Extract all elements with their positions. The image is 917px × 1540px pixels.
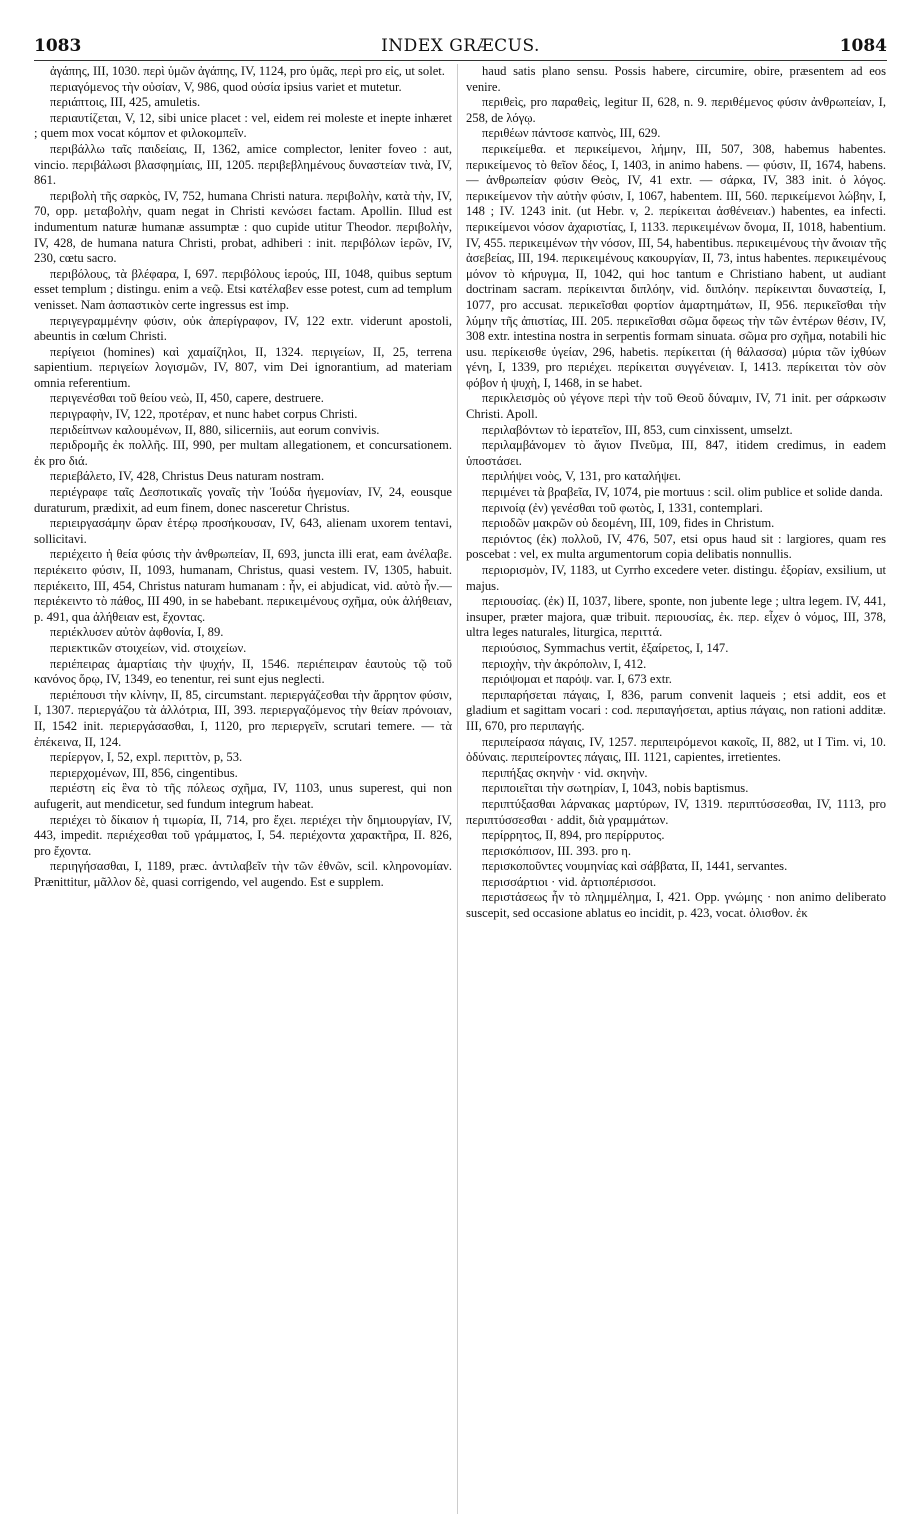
index-entry: περιγενέσθαι τοῦ θείου νεὼ, II, 450, capere, destruere. <box>50 391 324 406</box>
index-entry: περιαγόμενος τὴν οὐσίαν, V, 986, quod οὐσία ipsius variet et mutetur. <box>50 79 402 94</box>
index-entry: περίεργον, I, 52, expl. περιττὸν, p, 53. <box>50 750 243 765</box>
index-entry: ἀγάπης, III, 1030. περὶ ὑμῶν ἀγάπης, IV, 1124, pro ὑμᾶς, περὶ pro εἰς, ut solet. <box>50 64 445 78</box>
index-entry: περιβάλλω ταῖς παιδείαις, II, 1362, amice complector, leniter foveo : aut, vincio. περιβάλωσι βλασφημίαις, III, 1205. περιβεβλημένους δυναστείαν τινὰ, IV, 861. <box>34 141 452 188</box>
index-entry: περιποιεῖται τὴν σωτηρίαν, I, 1043, nobis baptismus. <box>482 781 749 796</box>
index-entry: περιεκτικῶν στοιχείων, vid. στοιχείων. <box>50 640 247 655</box>
index-entry: περιέχει τὸ δίκαιον ἡ τιμωρία, II, 714, pro ἔχει. περιέχει τὴν δημιουργίαν, IV, 443, impedit. περιέχεσθαι τοῦ γράμματος, I, 54. περιέχοντα χαρακτῆρα, II. 826, pro ἔχοντα. <box>34 812 452 858</box>
left-column <box>34 64 452 1514</box>
index-entry: περιέπειρας ἁμαρτίαις τὴν ψυχήν, II, 1546. περιέπειραν ἑαυτοὺς τῷ τοῦ κανόνος ὅρῳ, IV, 1349, eo tenentur, rei sunt ejus neglecti. <box>34 656 452 687</box>
index-entry: περιλήψει νοὸς, V, 131, pro καταλήψει. <box>482 469 681 484</box>
page-header <box>34 36 887 60</box>
index-entry: περιπήξας σκηνὴν · vid. σκηνὴν. <box>482 765 648 780</box>
index-entry: περιμένει τὰ βραβεῖα, IV, 1074, pie mortuus : scil. olim publice et solide danda. <box>482 485 883 500</box>
index-entry: περιπαρήσεται πάγαις, I, 836, parum convenit laqueis ; etsi addit, eos et gladium et sagittam vocari : cod. περιπαγήσεται, aptius πάγαις, non rationi additæ. III, 670, pro περιπαγής. <box>466 687 886 733</box>
index-entry: περισκοποῦντες νουμηνίας καὶ σάββατα, II, 1441, servantes. <box>482 859 788 874</box>
index-entry: περιόψομαι et παρόψ. var. I, 673 extr. <box>482 672 672 687</box>
index-entry: περιειργασάμην ὥραν ἑτέρῳ προσήκουσαν, IV, 643, alienam uxorem tentavi, sollicitavi. <box>34 516 452 546</box>
index-entry: περιβολὴ τῆς σαρκὸς, IV, 752, humana Christi natura. περιβολὴν, κατὰ τὴν, IV, 70, opp. μεταβολὴν, quam negat in Christi κενώσει factam. Apollin. Illud est indumentum naturæ humanæ assumptæ : quo cupide utitur Theodor. περιβολὴν, IV, 428, de humana natura Christi, probat, adhiberi : init. περιβόλων ἱερῶν, IV, 230, cœtu sacro. <box>34 188 452 266</box>
index-entry: περιουσίας. (ἐκ) II, 1037, libere, sponte, non jubente lege ; ultra legem. IV, 441, insuper, præter majora, quæ tribuit. περιουσίας, ἐκ. περ. εἶχεν ὁ νόμος, III, 378, ultra leges naturales, liturgica, περιττά. <box>466 594 886 640</box>
index-entry: περιγραφὴν, IV, 122, προτέραν, et nunc habet corpus Christi. <box>50 407 358 422</box>
page-number-left: 1083 <box>34 36 82 56</box>
index-entry: περιγεγραμμένην φύσιν, οὐκ ἀπερίγραφον, IV, 122 extr. viderunt apostoli, abeuntis in cœlum Christi. <box>34 313 452 344</box>
index-entry: περιόντος (ἐκ) πολλοῦ, IV, 476, 507, etsi opus haud sit : largiores, quam res poscebat : vel, ex multa argumentorum copia delibatis nonnullis. <box>466 531 886 562</box>
index-entry: περικείμεθα. et περικείμενοι, λήμην, III, 507, 308, habemus habentes. περικείμενος τὸ θεῖον δέος, I, 1403, in animo habens. — φύσιν, II, 1674, habens. — ἀνθρωπείαν φύσιν Θεὸς, IV, 41 extr. — σάρκα, IV, 383 init. ὁ λόγος. περικείμενον τὴν αὐτὴν φύσιν, I, 1067, habentem. III, 560. περικείμενοι λώβην, I, 148 ; IV. 1243 init. (ut Hebr. v, 2. περίκειται ἀσθένειαν.) habentes, ea infecti. περικείμενοι νόσον ἀχαριστίας, I, 1133. περικειμένων ὄνομα, II, 1018, habentium. IV, 455. περικειμένων τὴν νόσον, III, 54, habentibus. περικειμένους τὴν ἄνοιαν τῆς ἀσεβείας, III, 194. περικειμένους κακουργίαν, II, 73, intus habentes. περικειμένους μόνον τὸ κήρυγμα, II, 1042, qui hoc tantum e Christiano habent, ut audiant doctrinam sacram. περίκεινται διπλόην, vid. διπλόην. περίκεινται δυναστείᾳ, I, 1077, pro accusat. περικεῖσθαι φορτίον ἁμαρτημάτων, II, 956. περικεῖσθαι τὴν λύμην τῆς ἀπιστίας, III. 205. περικεῖσθαι σῶμα ὄφεως τὴν τῶν ἐντέρων θέσιν, IV, 308 extr. intestina nostra in serpentis formam sinuata. σῶμα pro σχῆμα, notabili hic usu. περίκεισθε ὑγείαν, 296, habetis. περίκειται (ἡ θάλασσα) μύρια τῶν ἰχθύων γένη, I, 1339, pro περιέχει. περίκειται συγγένειαν. I, 1413. περίκειται τὸν σὸν φόβον ἡ ψυχὴ, I, 1468, in se habet. <box>466 141 886 390</box>
index-entry: περίγειοι (homines) καὶ χαμαίζηλοι, II, 1324. περιγείων, II, 25, terrena sapientium. περιγείων λογισμῶν, IV, 807, vim Dei ignorantium, ad materiam omnia referentium. <box>34 344 452 390</box>
index-entry: περιθέων πάντοσε καπνὸς, III, 629. <box>482 126 661 141</box>
index-entry: περισσάρτιοι · vid. ἀρτιοπέρισσοι. <box>482 874 657 889</box>
index-entry: περιέπουσι τὴν κλίνην, II, 85, circumstant. περιεργάζεσθαι τὴν ἄρρητον φύσιν, I, 1307. περιεργάζου τὰ ἀλλότρια, III, 393. περιεργαζόμενος τὴν θείαν πρόνοιαν, II, 1542 init. περιεργάσασθαι, I, 1120, pro περιεργεῖν, scrutari temere. — τὰ ἐπέκεινα, II, 124. <box>34 687 452 749</box>
index-entry: περιδρομῆς ἐκ πολλῆς. III, 990, per multam allegationem, et concursationem. ἐκ pro διά. <box>34 438 452 468</box>
index-entry: περιούσιος, Symmachus vertit, ἐξαίρετος, I, 147. <box>482 640 729 655</box>
index-entry: περιερχομένων, III, 856, cingentibus. <box>50 765 238 780</box>
index-entry: περινοίᾳ (ἐν) γενέσθαι τοῦ φωτὸς, I, 1331, contemplari. <box>482 500 763 515</box>
page-number-right: 1084 <box>839 36 887 56</box>
index-entry: περιέγραφε ταῖς Δεσποτικαῖς γοναῖς τὴν Ἰούδα ἡγεμονίαν, IV, 24, eousque duraturum, prædixit, ad eum finem, donec nasceretur Christus. <box>34 485 452 515</box>
index-entry: περιπτύξασθαι λάρνακας μαρτύρων, IV, 1319. περιπτύσσεσθαι, IV, 1113, pro περιπτύσσεσθαι · addit, διὰ γραμμάτων. <box>466 796 886 827</box>
column-divider <box>457 64 458 1514</box>
index-entry: περιαυτίζεται, V, 12, sibi unice placet : vel, eidem rei moleste et inepte inhæret ; quem mox vocat κόμπον et φιλοκομπεῖν. <box>34 110 452 141</box>
index-entry: περιορισμὸν, IV, 1183, ut Cyrrho excedere veter. distingu. ἐξορίαν, exsilium, ut majus. <box>466 563 886 593</box>
index-entry: περιάπτοις, III, 425, amuletis. <box>50 95 201 110</box>
header-rule <box>34 60 887 61</box>
running-title: INDEX GRÆCUS. <box>381 36 540 56</box>
index-entry: περισκόπισον, III. 393. pro η. <box>482 843 632 858</box>
index-entry: περιβόλους, τὰ βλέφαρα, I, 697. περιβόλους ἱερούς, III, 1048, quibus septum esset templum ; distingu. enim a νεῷ. Etsi κατέλαβεν esse potest, cum ad templum venisset. Nam ἀσπαστικὸν certe ingressus est imp. <box>34 266 452 312</box>
index-entry: περιλαβόντων τὸ ἱερατεῖον, III, 853, cum cinxissent, umselzt. <box>482 422 793 437</box>
index-entry: περιέστη εἰς ἓνα τὸ τῆς πόλεως σχῆμα, IV, 1103, unus superest, qui non aufugerit, aut mendicetur, sed fundum integrum habeat. <box>34 781 452 811</box>
index-entry: περίρρητος, II, 894, pro περίρρυτος. <box>482 828 665 843</box>
right-column <box>466 64 886 1514</box>
index-entry: περιηγήσασθαι, I, 1189, præc. ἀντιλαβεῖν τὴν τῶν ἐθνῶν, scil. κληρονομίαν. Prænittitur, μᾶλλον δὲ, quasi corrigendo, vel augendo. Est e supplem. <box>34 859 452 889</box>
index-entry: περιθεὶς, pro παραθεὶς, legitur II, 628, n. 9. περιθέμενος φύσιν ἀνθρωπείαν, I, 258, de λόγῳ. <box>466 95 886 125</box>
index-entry: περιέκλυσεν αὐτὸν ἀφθονία, I, 89. <box>50 625 224 640</box>
index-entry: περιεβάλετο, IV, 428, Christus Deus naturam nostram. <box>50 469 325 484</box>
index-entry: περιοδῶν μακρῶν οὐ δεομένη, III, 109, fides in Christum. <box>482 516 775 531</box>
index-entry: περιλαμβάνομεν τὸ ἅγιον Πνεῦμα, III, 847, itidem credimus, in eadem ὑποστάσει. <box>466 438 886 468</box>
index-entry: περιπείρασα πάγαις, IV, 1257. περιπειρόμενοι κακοῖς, II, 882, ut I Tim. vi, 10. ὀδύναις. περιπείροντες πάγαις, III. 1121, capientes, irretientes. <box>466 734 886 765</box>
index-entry: περιστάσεως ἦν τὸ πλημμέλημα, I, 421. Opp. γνώμης · non animo deliberato suscepit, sed occasione ablatus eo incidit, p. 423, vocat. ὀλισθον. ἐκ <box>466 890 886 921</box>
index-entry: περικλεισμὸς οὐ γέγονε περὶ τὴν τοῦ Θεοῦ δύναμιν, IV, 71 init. per σάρκωσιν Christi. Apoll. <box>466 391 886 422</box>
index-entry: περιοχὴν, τὴν ἀκρόπολιν, I, 412. <box>482 656 647 671</box>
index-entry: περιδείπνων καλουμένων, II, 880, silicerniis, aut eorum convivis. <box>50 422 380 437</box>
index-entry: haud satis plano sensu. Possis habere, circumire, obire, præsentem ad eos venire. <box>466 64 886 94</box>
index-entry: περιέχειτο ἡ θεία φύσις τὴν ἀνθρωπείαν, II, 693, juncta illi erat, eam ἀνέλαβε. περιέκειτο φύσιν, II, 1093, humanam, Christus, quasi vestem. IV, 1305, habuit. περιέκειτο, III, 454, Christus naturam humanam : ἦν, ei abjudicat, vid. αὐτὸ ἦν.—περιέκειντο τὸ πάθος, III 490, in se habebant. περικειμένους σχῆμα, οὐκ ἀλήθειαν, p. 491, qua ἀλήθειαν est, ἔχοντας. <box>34 547 452 624</box>
